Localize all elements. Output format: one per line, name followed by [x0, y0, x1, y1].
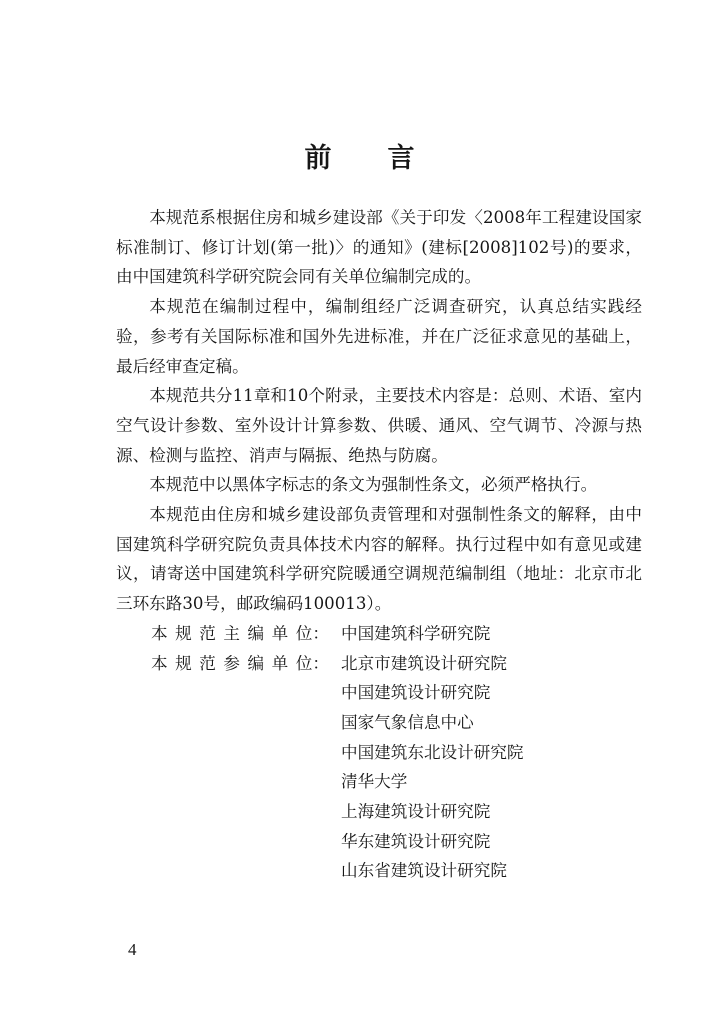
- label-spacer: [116, 856, 341, 886]
- chief-unit-row: [116, 619, 642, 649]
- label-spacer: [116, 708, 341, 738]
- participating-unit-row: [116, 678, 642, 708]
- label-char: 范: [199, 623, 216, 643]
- participating-unit-row: [116, 738, 642, 768]
- participating-unit-row: [116, 767, 642, 797]
- participating-unit-name: 华东建筑设计研究院: [341, 831, 491, 851]
- label-char: 单: [271, 623, 289, 643]
- label-char: 单: [271, 653, 289, 673]
- paragraph: 本规范在编制过程中，编制组经广泛调查研究，认真总结实践经验，参考有关国际标准和国外先进标准，并在广泛征求意见的基础上，最后经审查定稿。: [116, 297, 642, 376]
- label-char: 规: [175, 623, 192, 643]
- paragraph: 本规范系根据住房和城乡建设部《关于印发〈2008年工程建设国家标准制订、修订计划(第一批)〉的通知》(建标[2008]102号)的要求，由中国建筑科学研究院会同有关单位编制完成的。: [116, 208, 642, 287]
- label-char: 位：: [295, 653, 329, 673]
- label-char: 本: [151, 623, 168, 643]
- units-list: [116, 619, 642, 886]
- participating-unit-name: 清华大学: [341, 772, 408, 792]
- participating-unit-row: [116, 649, 642, 679]
- label-spacer: [116, 738, 341, 768]
- participating-unit-name: 中国建筑东北设计研究院: [341, 742, 524, 762]
- participating-unit-label: [116, 649, 341, 679]
- preface-body: [116, 203, 642, 886]
- label-char: 规: [175, 653, 192, 673]
- label-spacer: [116, 678, 341, 708]
- label-char: 本: [151, 653, 168, 673]
- label-char: 位：: [295, 623, 329, 643]
- participating-unit-name: 国家气象信息中心: [341, 712, 474, 732]
- label-spacer: [116, 797, 341, 827]
- title-char-1: 前: [304, 143, 332, 174]
- participating-unit-name: 上海建筑设计研究院: [341, 801, 491, 821]
- paragraph: 本规范共分11章和10个附录，主要技术内容是：总则、术语、室内空气设计参数、室外设计计算参数、供暖、通风、空气调节、冷源与热源、检测与监控、消声与隔振、绝热与防腐。: [116, 386, 642, 465]
- participating-unit-row: [116, 708, 642, 738]
- label-char: 主: [223, 623, 240, 643]
- chief-unit-name: 中国建筑科学研究院: [341, 623, 491, 643]
- participating-unit-name: 中国建筑设计研究院: [341, 683, 491, 703]
- paragraph: 本规范由住房和城乡建设部负责管理和对强制性条文的解释，由中国建筑科学研究院负责具体技术内容的解释。执行过程中如有意见或建议，请寄送中国建筑科学研究院暖通空调规范编制组（地址：北京市北三环东路30号，邮政编码100013）。: [116, 505, 642, 614]
- participating-unit-name: 山东省建筑设计研究院: [341, 861, 507, 881]
- label-char: 编: [247, 653, 265, 673]
- label-spacer: [116, 767, 341, 797]
- participating-unit-name: 北京市建筑设计研究院: [341, 653, 507, 673]
- participating-unit-row: [116, 856, 642, 886]
- participating-unit-row: [116, 827, 642, 857]
- title-char-2: 言: [387, 143, 415, 174]
- label-char: 范: [199, 653, 216, 673]
- paragraph: 本规范中以黑体字标志的条文为强制性条文，必须严格执行。: [149, 475, 598, 495]
- label-char: 编: [247, 623, 265, 643]
- participating-unit-row: [116, 797, 642, 827]
- chief-unit-label: [116, 619, 341, 649]
- label-char: 参: [223, 653, 240, 673]
- page-title: [0, 136, 719, 175]
- page-number: 4: [128, 940, 137, 959]
- label-spacer: [116, 827, 341, 857]
